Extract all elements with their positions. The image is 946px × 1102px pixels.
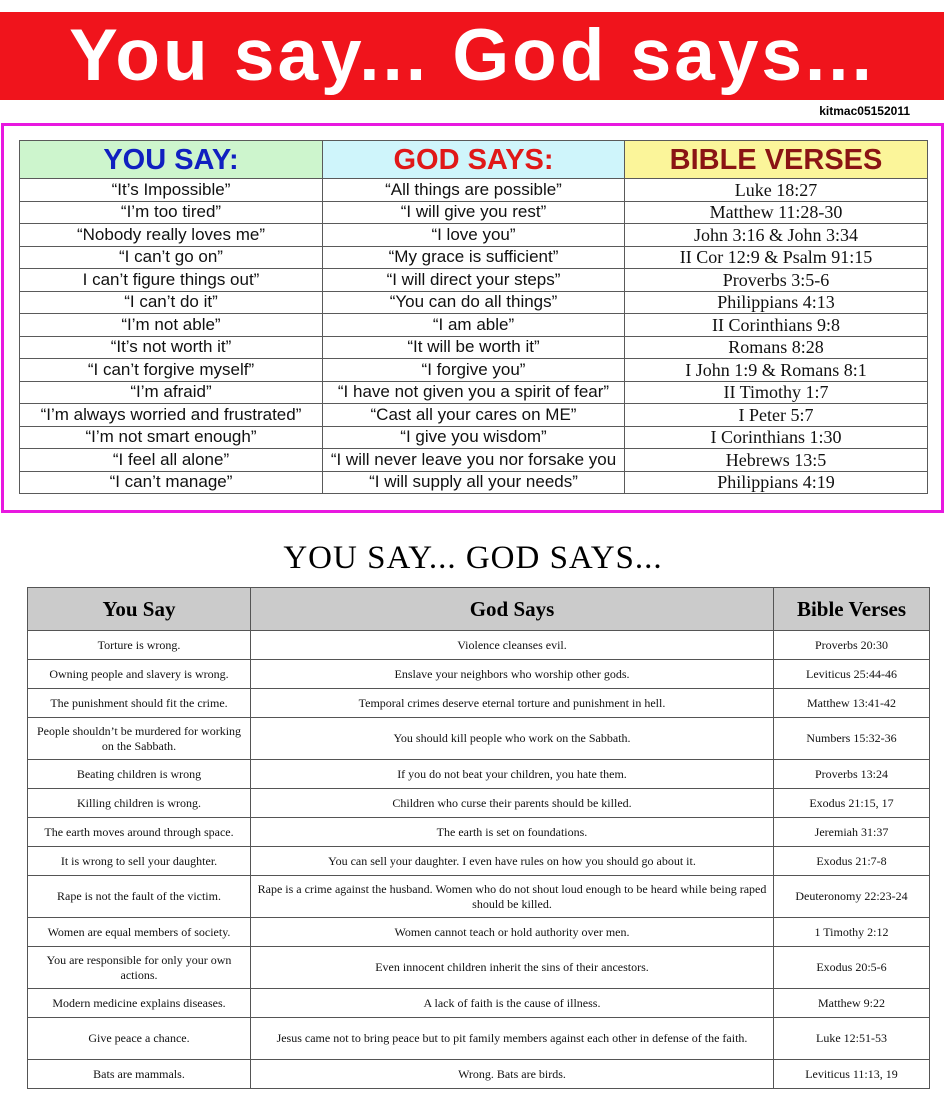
credit-tag: kitmac05152011 xyxy=(819,104,910,118)
god-says-cell: “Cast all your cares on ME” xyxy=(323,404,625,427)
table-row xyxy=(20,179,928,202)
verse-cell: Numbers 15:32-36 xyxy=(774,718,930,760)
verse-cell: Proverbs 13:24 xyxy=(774,760,930,789)
god-says-cell: The earth is set on foundations. xyxy=(251,818,774,847)
god-says-cell: “My grace is sufficient” xyxy=(323,246,625,269)
verse-cell: II Corinthians 9:8 xyxy=(625,314,928,337)
table-row xyxy=(28,1060,930,1089)
table-row xyxy=(20,314,928,337)
table-row xyxy=(20,201,928,224)
verse-cell: II Cor 12:9 & Psalm 91:15 xyxy=(625,246,928,269)
table-row xyxy=(28,947,930,989)
table-row xyxy=(20,381,928,404)
you-say-cell: Torture is wrong. xyxy=(28,631,251,660)
verse-cell: Philippians 4:13 xyxy=(625,291,928,314)
header-you-say-2: You Say xyxy=(28,588,251,631)
god-says-cell: “I will direct your steps” xyxy=(323,269,625,292)
table-row xyxy=(20,449,928,472)
verse-cell: I Corinthians 1:30 xyxy=(625,426,928,449)
verse-cell: Exodus 21:15, 17 xyxy=(774,789,930,818)
you-say-cell: “It’s not worth it” xyxy=(20,336,323,359)
god-says-cell: Even innocent children inherit the sins of their ancestors. xyxy=(251,947,774,989)
verse-cell: Luke 18:27 xyxy=(625,179,928,202)
verse-cell: Matthew 11:28-30 xyxy=(625,201,928,224)
verse-cell: I John 1:9 & Romans 8:1 xyxy=(625,359,928,382)
god-says-cell: “I will supply all your needs” xyxy=(323,471,625,494)
verse-cell: 1 Timothy 2:12 xyxy=(774,918,930,947)
table-row xyxy=(28,718,930,760)
god-says-cell: “I have not given you a spirit of fear” xyxy=(323,381,625,404)
table-row xyxy=(20,224,928,247)
header-you-say: YOU SAY: xyxy=(20,141,323,179)
verse-cell: II Timothy 1:7 xyxy=(625,381,928,404)
table-row xyxy=(20,359,928,382)
god-says-cell: Children who curse their parents should be killed. xyxy=(251,789,774,818)
verse-cell: Leviticus 11:13, 19 xyxy=(774,1060,930,1089)
table-row xyxy=(28,918,930,947)
verse-cell: Proverbs 3:5-6 xyxy=(625,269,928,292)
verse-cell: Romans 8:28 xyxy=(625,336,928,359)
table-row xyxy=(28,1018,930,1060)
table-row xyxy=(20,471,928,494)
table1-header-row xyxy=(20,141,928,179)
god-says-cell: “All things are possible” xyxy=(323,179,625,202)
god-says-cell: Rape is a crime against the husband. Women who do not shout loud enough to be heard while being raped should be killed. xyxy=(251,876,774,918)
you-say-cell: “I’m too tired” xyxy=(20,201,323,224)
you-say-cell: “I feel all alone” xyxy=(20,449,323,472)
you-say-cell: Bats are mammals. xyxy=(28,1060,251,1089)
you-say-cell: Women are equal members of society. xyxy=(28,918,251,947)
you-say-cell: “Nobody really loves me” xyxy=(20,224,323,247)
god-says-cell: A lack of faith is the cause of illness. xyxy=(251,989,774,1018)
table2-header-row xyxy=(28,588,930,631)
you-say-cell: Rape is not the fault of the victim. xyxy=(28,876,251,918)
verse-cell: Jeremiah 31:37 xyxy=(774,818,930,847)
table-row xyxy=(28,760,930,789)
you-say-cell: I can’t figure things out” xyxy=(20,269,323,292)
table-row xyxy=(28,789,930,818)
verse-cell: Leviticus 25:44-46 xyxy=(774,660,930,689)
verse-cell: Matthew 9:22 xyxy=(774,989,930,1018)
you-say-cell: It is wrong to sell your daughter. xyxy=(28,847,251,876)
god-says-cell: “I love you” xyxy=(323,224,625,247)
table-row xyxy=(28,876,930,918)
verse-cell: Philippians 4:19 xyxy=(625,471,928,494)
you-say-cell: “I’m not able” xyxy=(20,314,323,337)
you-say-cell: “I can’t go on” xyxy=(20,246,323,269)
banner-title: You say... God says... xyxy=(69,15,875,96)
you-say-cell: “I can’t manage” xyxy=(20,471,323,494)
table-row xyxy=(28,660,930,689)
god-says-cell: “I forgive you” xyxy=(323,359,625,382)
header-god-says-2: God Says xyxy=(251,588,774,631)
table-row xyxy=(28,631,930,660)
god-says-cell: “I am able” xyxy=(323,314,625,337)
title-banner xyxy=(0,12,944,100)
you-say-cell: “I can’t do it” xyxy=(20,291,323,314)
table-row xyxy=(20,404,928,427)
god-says-cell: Temporal crimes deserve eternal torture and punishment in hell. xyxy=(251,689,774,718)
verse-cell: Exodus 20:5-6 xyxy=(774,947,930,989)
you-say-cell: Modern medicine explains diseases. xyxy=(28,989,251,1018)
you-say-cell: You are responsible for only your own actions. xyxy=(28,947,251,989)
section2-title: YOU SAY... GOD SAYS... xyxy=(283,540,663,576)
header-bible-verses: BIBLE VERSES xyxy=(625,141,928,179)
you-say-cell: Killing children is wrong. xyxy=(28,789,251,818)
table-row xyxy=(20,426,928,449)
you-say-cell: People shouldn’t be murdered for working on the Sabbath. xyxy=(28,718,251,760)
you-say-cell: “I can’t forgive myself” xyxy=(20,359,323,382)
you-say-cell: “It’s Impossible” xyxy=(20,179,323,202)
god-says-cell: “I give you wisdom” xyxy=(323,426,625,449)
verse-cell: Matthew 13:41-42 xyxy=(774,689,930,718)
god-says-cell: Wrong. Bats are birds. xyxy=(251,1060,774,1089)
you-say-god-says-table xyxy=(19,140,928,494)
table2-body xyxy=(28,631,930,1089)
table-row xyxy=(28,818,930,847)
table1-body xyxy=(20,179,928,494)
you-say-cell: Give peace a chance. xyxy=(28,1018,251,1060)
god-says-cell: If you do not beat your children, you hate them. xyxy=(251,760,774,789)
you-say-cell: “I’m afraid” xyxy=(20,381,323,404)
god-says-cell: Women cannot teach or hold authority over men. xyxy=(251,918,774,947)
verse-cell: Proverbs 20:30 xyxy=(774,631,930,660)
god-says-cell: “You can do all things” xyxy=(323,291,625,314)
god-says-cell: Enslave your neighbors who worship other gods. xyxy=(251,660,774,689)
header-god-says: GOD SAYS: xyxy=(323,141,625,179)
god-says-cell: You should kill people who work on the Sabbath. xyxy=(251,718,774,760)
god-says-cell: “I will give you rest” xyxy=(323,201,625,224)
verse-cell: Exodus 21:7-8 xyxy=(774,847,930,876)
table-row xyxy=(20,269,928,292)
verse-cell: Hebrews 13:5 xyxy=(625,449,928,472)
verse-cell: John 3:16 & John 3:34 xyxy=(625,224,928,247)
header-bible-verses-2: Bible Verses xyxy=(774,588,930,631)
verse-cell: I Peter 5:7 xyxy=(625,404,928,427)
table-row xyxy=(20,246,928,269)
you-say-cell: Beating children is wrong xyxy=(28,760,251,789)
table-row xyxy=(20,336,928,359)
god-says-cell: Violence cleanses evil. xyxy=(251,631,774,660)
you-say-cell: “I’m always worried and frustrated” xyxy=(20,404,323,427)
you-say-cell: “I’m not smart enough” xyxy=(20,426,323,449)
verse-cell: Deuteronomy 22:23-24 xyxy=(774,876,930,918)
table-row xyxy=(20,291,928,314)
god-says-cell: You can sell your daughter. I even have rules on how you should go about it. xyxy=(251,847,774,876)
verse-cell: Luke 12:51-53 xyxy=(774,1018,930,1060)
god-says-cell: Jesus came not to bring peace but to pit family members against each other in defense of the faith. xyxy=(251,1018,774,1060)
you-say-cell: The punishment should fit the crime. xyxy=(28,689,251,718)
table-row xyxy=(28,689,930,718)
table-row xyxy=(28,989,930,1018)
table-row xyxy=(28,847,930,876)
you-say-cell: Owning people and slavery is wrong. xyxy=(28,660,251,689)
you-say-cell: The earth moves around through space. xyxy=(28,818,251,847)
god-says-cell: “It will be worth it” xyxy=(323,336,625,359)
contrast-table xyxy=(27,587,930,1089)
god-says-cell: “I will never leave you nor forsake you xyxy=(323,449,625,472)
